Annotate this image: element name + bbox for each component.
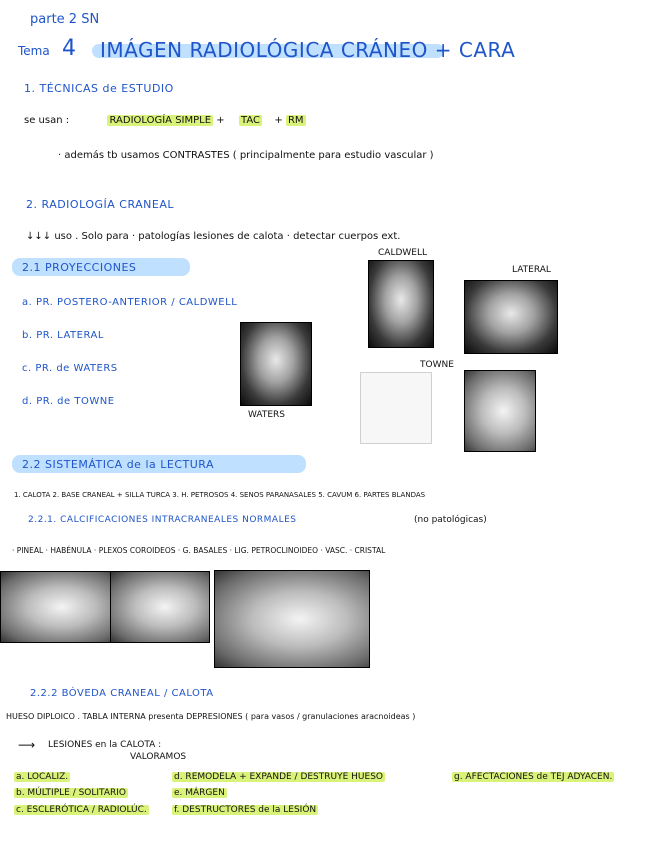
section-22-heading: 2.2 SISTEMÁTICA de la LECTURA [22, 458, 214, 471]
part-label: parte 2 SN [30, 12, 100, 27]
s1-line2: · además tb usamos CONTRASTES ( principalmente para estudio vascular ) [58, 150, 434, 161]
tema-label: Tema [18, 44, 50, 58]
valoramos-a [14, 772, 70, 782]
section-222-heading: 2.2.2 BÓVEDA CRANEAL / CALOTA [30, 688, 214, 699]
towne-diagram-image [360, 372, 432, 444]
arrow-icon: ⟶ [18, 738, 36, 752]
valoramos-d-text: d. REMODELA + EXPANDE / DESTRUYE HUESO [174, 772, 383, 782]
towne-xray-image [464, 370, 536, 452]
valoramos-g [452, 772, 614, 782]
s221-note: (no patológicas) [414, 515, 487, 525]
tool-tac: TAC [241, 115, 260, 126]
tema-number: 4 [62, 36, 76, 61]
valoramos-f-text: f. DESTRUCTORES de la LESIÓN [174, 805, 317, 815]
valoramos-g-text: g. AFECTACIONES de TEJ ADYACEN. [454, 772, 613, 782]
s222-line1: HUESO DIPLOICO . TABLA INTERNA presenta DEPRESIONES ( para vasos / granulaciones aracnoideas ) [6, 712, 416, 721]
valoramos-b [14, 788, 128, 798]
calcification-xray-3 [214, 570, 370, 668]
s22-list: 1. CALOTA 2. BASE CRANEAL + SILLA TURCA 3. H. PETROSOS 4. SENOS PARANASALES 5. CAVUM 6. PARTES BLANDAS [14, 491, 426, 499]
valoramos-c [14, 805, 149, 815]
valoramos-b-text: b. MÚLTIPLE / SOLITARIO [16, 788, 127, 798]
lateral-xray-image [464, 280, 558, 354]
s1-line1 [24, 115, 306, 126]
section-2-heading: 2. RADIOLOGÍA CRANEAL [26, 198, 175, 211]
valoramos-d [172, 772, 385, 782]
s221-list: · PINEAL · HABÉNULA · PLEXOS COROIDEOS · G. BASALES · LIG. PETROCLINOIDEO · VASC. · CRISTAL [12, 546, 386, 555]
s1-prefix: se usan : [24, 115, 70, 126]
projection-a: a. PR. POSTERO-ANTERIOR / CALDWELL [22, 297, 238, 308]
s222-line2: LESIONES en la CALOTA : [48, 740, 162, 750]
tool-radiologia: RADIOLOGÍA SIMPLE [109, 115, 212, 126]
valoramos-c-text: c. ESCLERÓTICA / RADIOLÚC. [16, 805, 147, 815]
projection-d: d. PR. de TOWNE [22, 396, 115, 407]
calcification-xray-2 [110, 571, 210, 643]
plus-1: + [216, 115, 225, 126]
s222-line2-sub: VALORAMOS [130, 752, 187, 762]
towne-label: TOWNE [420, 360, 454, 370]
projection-b: b. PR. LATERAL [22, 330, 104, 341]
waters-xray-image [240, 322, 312, 406]
section-221-heading: 2.2.1. CALCIFICACIONES INTRACRANEALES NORMALES [28, 515, 297, 525]
projection-c: c. PR. de WATERS [22, 363, 118, 374]
caldwell-label: CALDWELL [378, 248, 427, 258]
valoramos-e-text: e. MÁRGEN [174, 788, 225, 798]
section-21-heading: 2.1 PROYECCIONES [22, 261, 137, 274]
waters-label: WATERS [248, 410, 286, 420]
valoramos-a-text: a. LOCALIZ. [16, 772, 69, 782]
section-1-heading: 1. TÉCNICAS de ESTUDIO [24, 82, 174, 95]
page-title: IMÁGEN RADIOLÓGICA CRÁNEO + CARA [100, 38, 516, 62]
s2-line1: ↓↓↓ uso . Solo para · patologías lesiones de calota · detectar cuerpos ext. [26, 231, 401, 242]
plus-2: + [274, 115, 283, 126]
valoramos-e [172, 788, 227, 798]
valoramos-f [172, 805, 318, 815]
lateral-label: LATERAL [512, 265, 551, 275]
calcification-xray-1 [0, 571, 112, 643]
caldwell-xray-image [368, 260, 434, 348]
tool-rm: RM [287, 115, 304, 126]
